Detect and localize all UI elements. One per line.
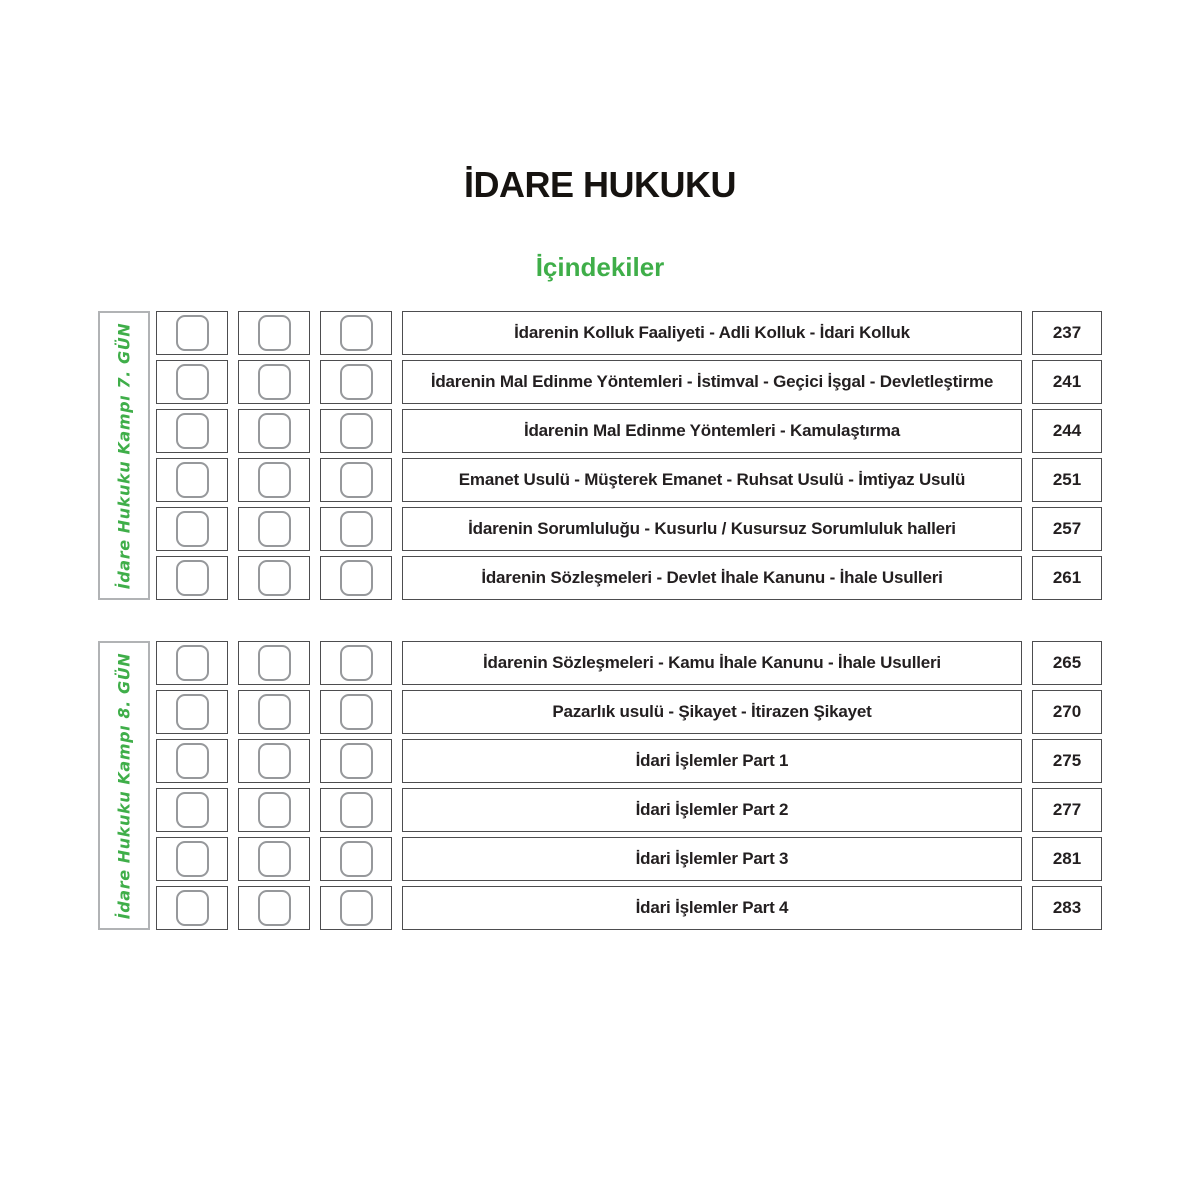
page-number: 277 <box>1032 788 1102 832</box>
page-title: İDARE HUKUKU <box>464 164 736 205</box>
topic-title: İdarenin Sözleşmeleri - Devlet İhale Kanunu - İhale Usulleri <box>402 556 1022 600</box>
checkbox-icon[interactable] <box>258 560 291 596</box>
checkbox-icon[interactable] <box>258 890 291 926</box>
toc-section <box>98 311 1102 600</box>
checkbox-icon[interactable] <box>258 462 291 498</box>
checkbox-cell <box>156 788 228 832</box>
checkbox-cell <box>320 556 392 600</box>
checkbox-cell <box>238 311 310 355</box>
checkbox-icon[interactable] <box>340 511 373 547</box>
toc-row <box>156 788 1102 832</box>
checkbox-icon[interactable] <box>340 315 373 351</box>
checkbox-icon[interactable] <box>176 413 209 449</box>
section-rows <box>156 641 1102 930</box>
checkbox-icon[interactable] <box>258 413 291 449</box>
page-number: 251 <box>1032 458 1102 502</box>
checkbox-cell <box>320 739 392 783</box>
page-number: 244 <box>1032 409 1102 453</box>
checkbox-cell <box>320 458 392 502</box>
checkbox-cell <box>156 311 228 355</box>
topic-title: İdarenin Kolluk Faaliyeti - Adli Kolluk - İdari Kolluk <box>402 311 1022 355</box>
checkbox-cell <box>238 641 310 685</box>
checkbox-cell <box>238 690 310 734</box>
checkbox-icon[interactable] <box>176 511 209 547</box>
toc-row <box>156 360 1102 404</box>
checkbox-icon[interactable] <box>340 645 373 681</box>
page-number: 275 <box>1032 739 1102 783</box>
checkbox-cell <box>238 458 310 502</box>
checkbox-icon[interactable] <box>176 315 209 351</box>
toc-row <box>156 458 1102 502</box>
page-number: 265 <box>1032 641 1102 685</box>
checkbox-cell <box>238 788 310 832</box>
checkbox-cell <box>238 837 310 881</box>
checkbox-icon[interactable] <box>176 462 209 498</box>
page-number: 261 <box>1032 556 1102 600</box>
toc-row <box>156 641 1102 685</box>
toc-heading: İçindekiler <box>535 252 665 282</box>
checkbox-icon[interactable] <box>258 315 291 351</box>
checkbox-icon[interactable] <box>258 743 291 779</box>
checkbox-cell <box>238 886 310 930</box>
checkbox-cell <box>320 360 392 404</box>
checkbox-icon[interactable] <box>258 364 291 400</box>
checkbox-icon[interactable] <box>258 511 291 547</box>
topic-title: İdarenin Mal Edinme Yöntemleri - Kamulaştırma <box>402 409 1022 453</box>
toc-row <box>156 556 1102 600</box>
checkbox-icon[interactable] <box>176 792 209 828</box>
checkbox-icon[interactable] <box>176 560 209 596</box>
checkbox-cell <box>156 360 228 404</box>
page-number: 270 <box>1032 690 1102 734</box>
section-day-label: İdare Hukuku Kampı 8. GÜN <box>114 652 134 919</box>
checkbox-icon[interactable] <box>176 364 209 400</box>
section-day-label: İdare Hukuku Kampı 7. GÜN <box>114 322 134 589</box>
section-sidebar <box>98 311 150 600</box>
toc-section <box>98 641 1102 930</box>
topic-title: Pazarlık usulü - Şikayet - İtirazen Şikayet <box>402 690 1022 734</box>
checkbox-icon[interactable] <box>258 792 291 828</box>
page-number: 257 <box>1032 507 1102 551</box>
checkbox-cell <box>320 409 392 453</box>
checkbox-cell <box>238 739 310 783</box>
checkbox-icon[interactable] <box>176 645 209 681</box>
checkbox-icon[interactable] <box>340 560 373 596</box>
topic-title: İdarenin Sözleşmeleri - Kamu İhale Kanunu - İhale Usulleri <box>402 641 1022 685</box>
toc-row <box>156 311 1102 355</box>
checkbox-cell <box>156 690 228 734</box>
checkbox-cell <box>156 739 228 783</box>
checkbox-icon[interactable] <box>340 462 373 498</box>
checkbox-icon[interactable] <box>176 890 209 926</box>
page-number: 241 <box>1032 360 1102 404</box>
topic-title: İdari İşlemler Part 2 <box>402 788 1022 832</box>
checkbox-cell <box>320 788 392 832</box>
checkbox-icon[interactable] <box>340 792 373 828</box>
checkbox-cell <box>238 360 310 404</box>
topic-title: İdari İşlemler Part 1 <box>402 739 1022 783</box>
page-number: 237 <box>1032 311 1102 355</box>
checkbox-cell <box>320 886 392 930</box>
topic-title: İdarenin Sorumluluğu - Kusurlu / Kusursuz Sorumluluk halleri <box>402 507 1022 551</box>
topic-title: İdari İşlemler Part 4 <box>402 886 1022 930</box>
checkbox-icon[interactable] <box>340 364 373 400</box>
checkbox-icon[interactable] <box>340 890 373 926</box>
section-rows <box>156 311 1102 600</box>
checkbox-cell <box>320 641 392 685</box>
table-of-contents <box>98 311 1102 930</box>
checkbox-cell <box>156 837 228 881</box>
checkbox-cell <box>320 507 392 551</box>
toc-row <box>156 837 1102 881</box>
toc-row <box>156 886 1102 930</box>
checkbox-icon[interactable] <box>258 841 291 877</box>
checkbox-icon[interactable] <box>258 694 291 730</box>
checkbox-cell <box>238 507 310 551</box>
checkbox-cell <box>320 311 392 355</box>
checkbox-icon[interactable] <box>340 694 373 730</box>
checkbox-cell <box>156 886 228 930</box>
checkbox-cell <box>320 837 392 881</box>
checkbox-cell <box>320 690 392 734</box>
checkbox-cell <box>156 507 228 551</box>
checkbox-cell <box>156 556 228 600</box>
checkbox-cell <box>156 458 228 502</box>
checkbox-icon[interactable] <box>176 841 209 877</box>
checkbox-icon[interactable] <box>176 743 209 779</box>
toc-row <box>156 739 1102 783</box>
page-number: 283 <box>1032 886 1102 930</box>
checkbox-icon[interactable] <box>340 841 373 877</box>
section-sidebar <box>98 641 150 930</box>
checkbox-icon[interactable] <box>340 743 373 779</box>
topic-title: İdarenin Mal Edinme Yöntemleri - İstimval - Geçici İşgal - Devletleştirme <box>402 360 1022 404</box>
checkbox-icon[interactable] <box>258 645 291 681</box>
checkbox-cell <box>238 409 310 453</box>
checkbox-icon[interactable] <box>176 694 209 730</box>
page-number: 281 <box>1032 837 1102 881</box>
checkbox-cell <box>156 409 228 453</box>
checkbox-cell <box>156 641 228 685</box>
toc-row <box>156 507 1102 551</box>
checkbox-icon[interactable] <box>340 413 373 449</box>
toc-row <box>156 690 1102 734</box>
topic-title: Emanet Usulü - Müşterek Emanet - Ruhsat Usulü - İmtiyaz Usulü <box>402 458 1022 502</box>
checkbox-cell <box>238 556 310 600</box>
toc-row <box>156 409 1102 453</box>
topic-title: İdari İşlemler Part 3 <box>402 837 1022 881</box>
